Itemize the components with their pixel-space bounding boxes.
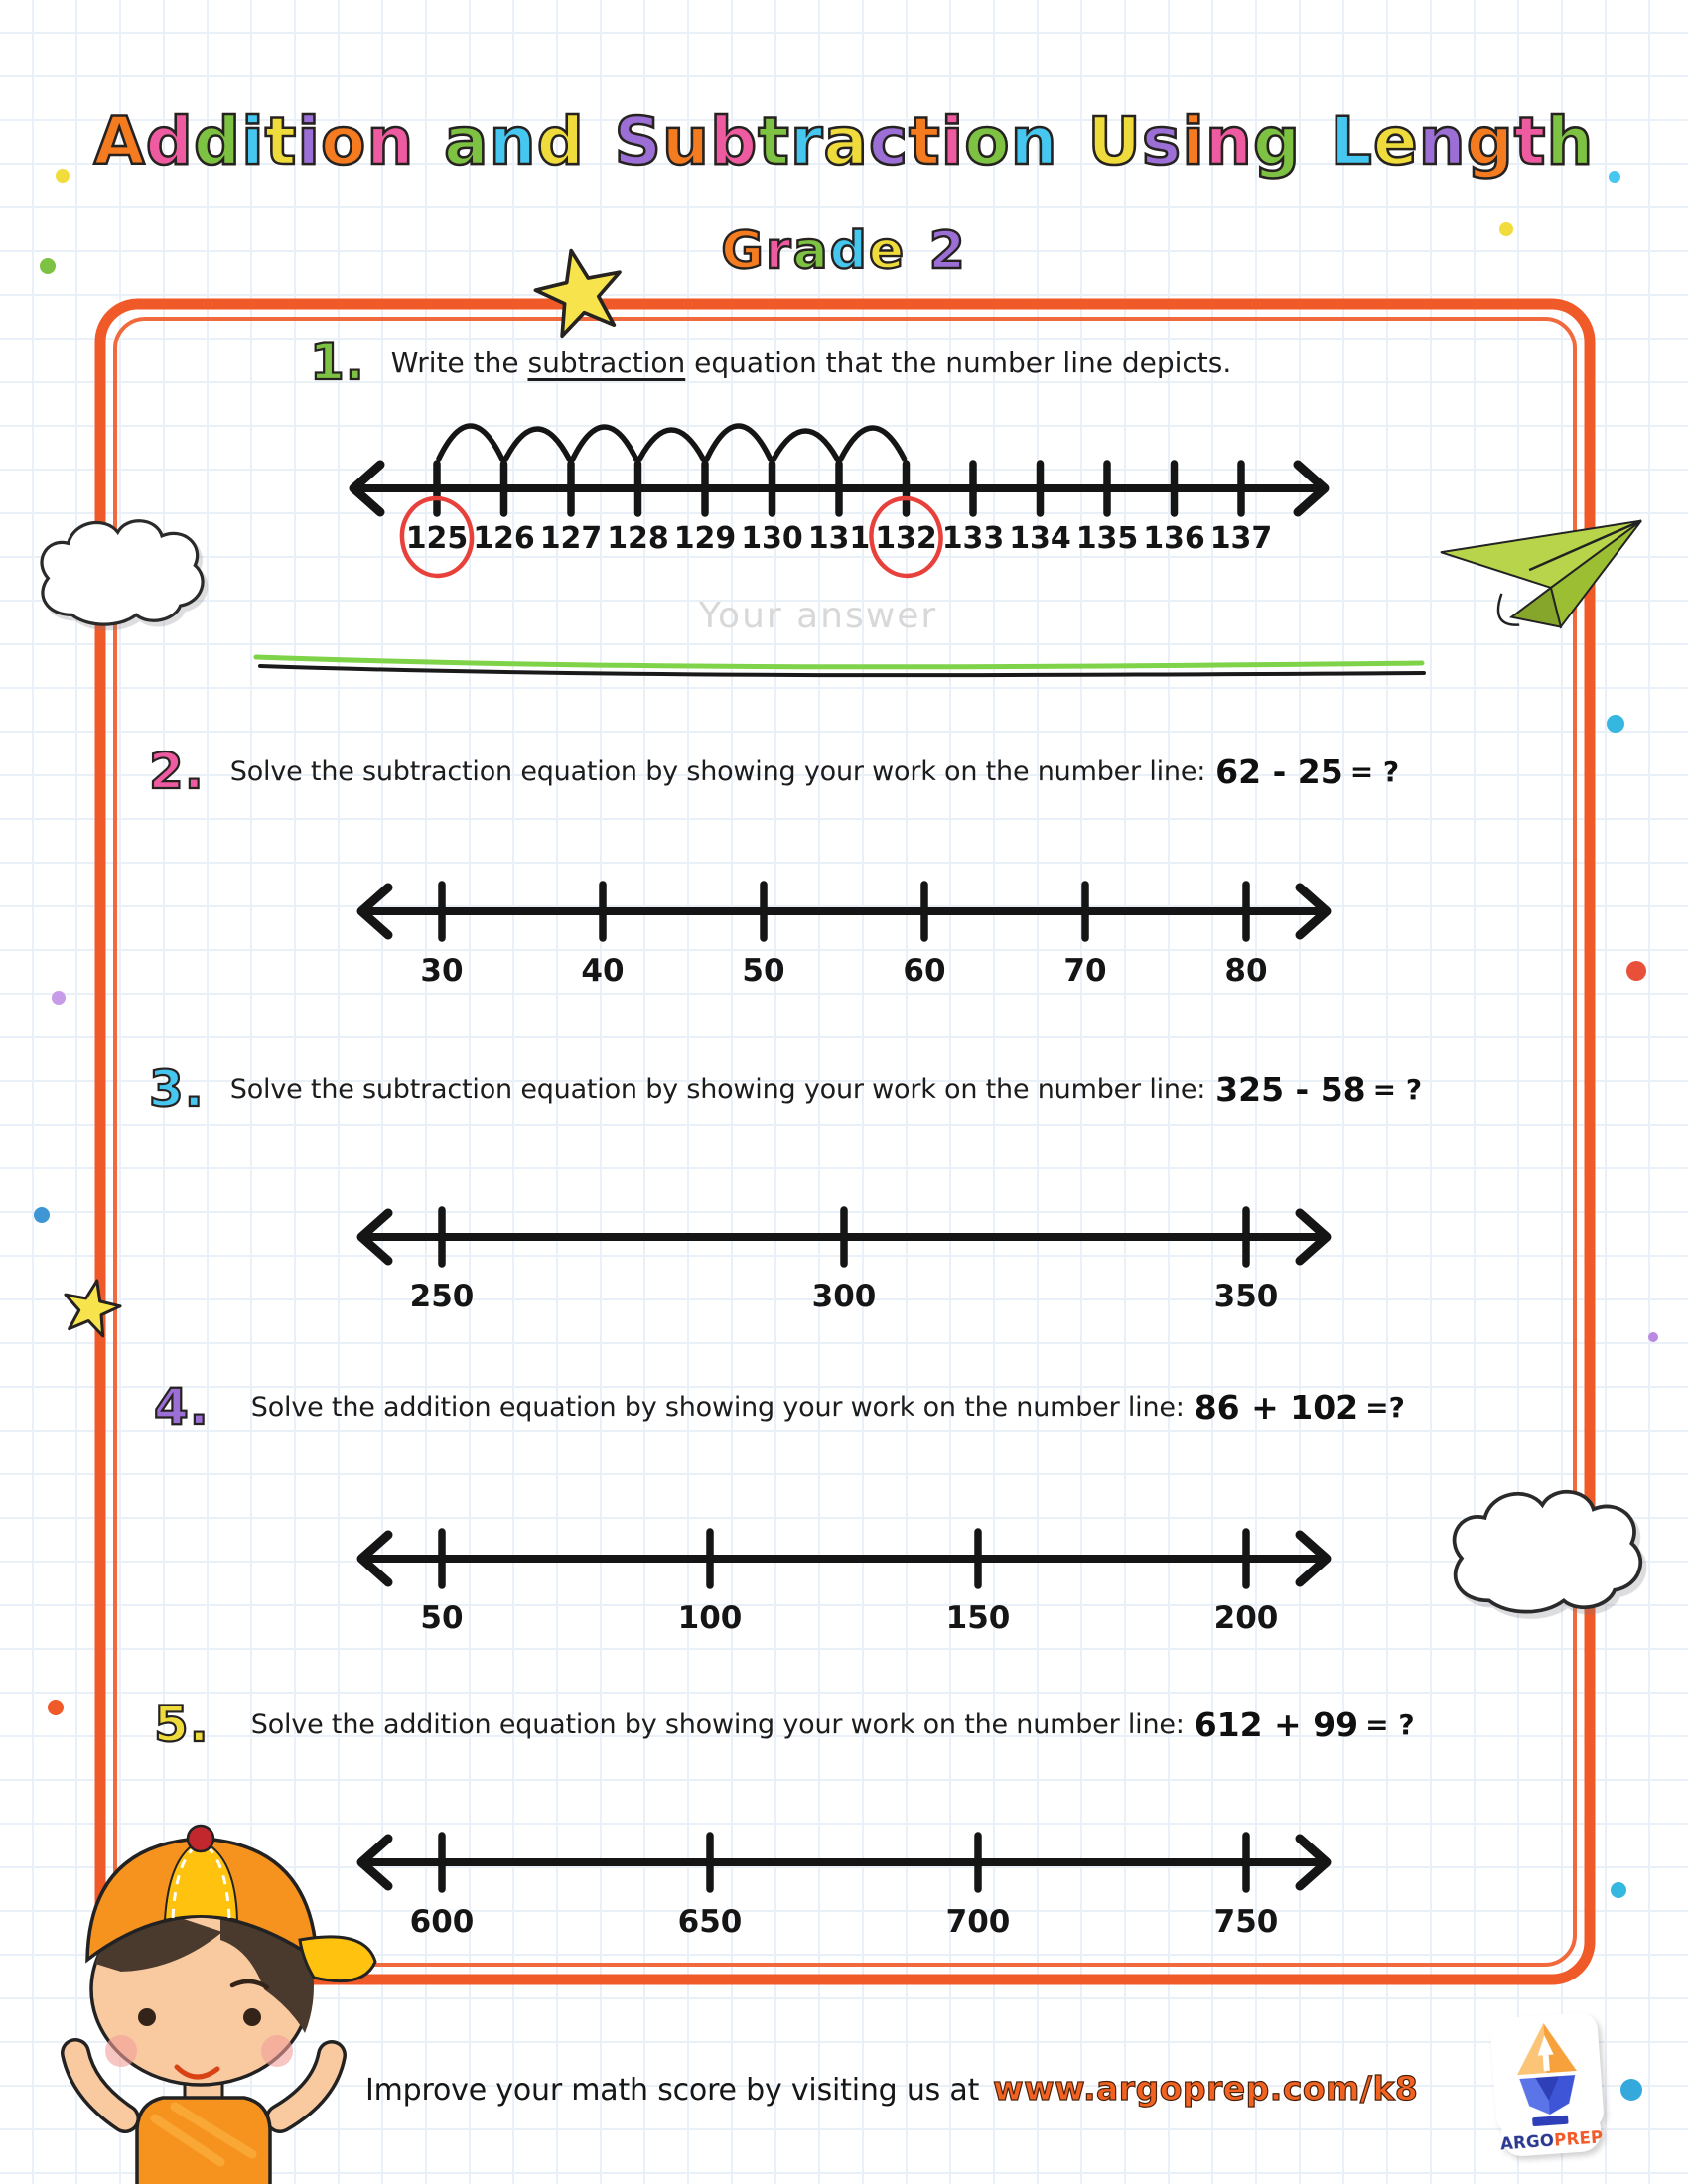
question-4-equation-tail: =?	[1365, 1390, 1405, 1424]
svg-text:60: 60	[903, 953, 946, 989]
decorative-dot	[40, 258, 56, 274]
question-5-equation-tail: = ?	[1365, 1707, 1415, 1741]
cloud-left	[28, 506, 211, 635]
svg-text:135: 135	[1075, 521, 1139, 556]
svg-text:129: 129	[673, 521, 737, 556]
svg-text:128: 128	[607, 521, 669, 556]
svg-text:134: 134	[1009, 521, 1071, 556]
page-title: Addition and Subtraction Using Length	[93, 103, 1595, 181]
star-left-icon	[56, 1271, 127, 1343]
question-4-equation: 86 + 102	[1194, 1387, 1359, 1427]
svg-text:30: 30	[420, 953, 464, 989]
decorative-dot	[1607, 715, 1624, 733]
question-4-number: 4.	[154, 1378, 210, 1435]
svg-text:127: 127	[539, 521, 603, 556]
svg-text:80: 80	[1224, 953, 1268, 989]
svg-text:126: 126	[473, 521, 535, 556]
question-3-row	[149, 1060, 1422, 1118]
decorative-dot	[1499, 222, 1513, 236]
decorative-dot	[34, 1207, 50, 1223]
question-1-number: 1.	[310, 334, 365, 391]
question-1-underlined-word: subtraction	[527, 345, 686, 379]
numberline-q5[interactable]	[348, 1811, 1340, 1949]
question-3-text: Solve the subtraction equation by showing your work on the number line:	[229, 1073, 1206, 1105]
svg-text:50: 50	[420, 1600, 464, 1636]
svg-text:250: 250	[409, 1279, 475, 1314]
question-2-equation: 62 - 25	[1215, 751, 1343, 791]
svg-text:650: 650	[677, 1904, 743, 1940]
svg-text:136: 136	[1143, 521, 1205, 556]
question-3-number: 3.	[149, 1060, 205, 1118]
svg-text:50: 50	[742, 953, 785, 989]
svg-text:137: 137	[1209, 521, 1273, 556]
argoprep-logo-icon	[1487, 2009, 1609, 2161]
answer-line[interactable]	[250, 647, 1432, 689]
question-5-row	[154, 1696, 1415, 1753]
svg-text:70: 70	[1063, 953, 1107, 989]
your-answer-placeholder[interactable]: Your answer	[698, 596, 938, 636]
svg-text:125: 125	[405, 521, 469, 556]
question-2-equation-tail: = ?	[1349, 754, 1400, 788]
svg-text:600: 600	[409, 1904, 475, 1940]
svg-text:700: 700	[945, 1904, 1011, 1940]
question-2-row	[149, 743, 1399, 800]
footer-text: Improve your math score by visiting us at	[365, 2073, 980, 2108]
footer-link[interactable]: www.argoprep.com/k8	[993, 2069, 1419, 2108]
question-1-text: Write the subtraction equation that the number line depicts.	[390, 345, 1232, 379]
numberline-q1[interactable]	[338, 389, 1340, 597]
question-5-number: 5.	[154, 1696, 210, 1753]
svg-text:300: 300	[811, 1279, 877, 1314]
svg-text:132: 132	[875, 521, 937, 556]
svg-text:750: 750	[1213, 1904, 1279, 1940]
numberline-q2[interactable]	[348, 860, 1340, 998]
decorative-dot	[1626, 961, 1646, 981]
kid-illustration	[26, 1799, 379, 2184]
question-2-number: 2.	[149, 743, 205, 800]
svg-text:150: 150	[945, 1600, 1011, 1636]
svg-text:200: 200	[1213, 1600, 1279, 1636]
argoprep-logo	[1487, 2009, 1609, 2165]
numberline-q3[interactable]	[348, 1185, 1340, 1323]
star-top-icon	[525, 235, 634, 347]
logo-argo-text: ARGO	[1499, 2130, 1555, 2154]
question-5-equation: 612 + 99	[1194, 1705, 1359, 1744]
svg-text:131: 131	[807, 521, 871, 556]
decorative-dot	[48, 1700, 64, 1715]
cloud-right	[1438, 1475, 1651, 1624]
question-3-equation: 325 - 58	[1215, 1069, 1366, 1109]
question-1-row	[310, 334, 1231, 391]
decorative-dot	[1620, 2079, 1642, 2101]
question-3-equation-tail: = ?	[1372, 1072, 1423, 1106]
decorative-dot	[52, 991, 66, 1005]
numberline-q4[interactable]	[348, 1507, 1340, 1645]
question-5-text: Solve the addition equation by showing your work on the number line:	[250, 1708, 1185, 1740]
svg-text:133: 133	[941, 521, 1005, 556]
grade-subtitle: Grade 2	[721, 221, 967, 282]
question-2-text: Solve the subtraction equation by showing your work on the number line:	[229, 755, 1206, 787]
question-4-text: Solve the addition equation by showing your work on the number line:	[250, 1391, 1185, 1423]
svg-text:350: 350	[1213, 1279, 1279, 1314]
question-4-row	[154, 1378, 1405, 1435]
decorative-dot	[1648, 1332, 1658, 1342]
logo-prep-text: PREP	[1553, 2127, 1605, 2150]
paper-airplane-icon	[1433, 508, 1649, 647]
svg-text:100: 100	[677, 1600, 743, 1636]
decorative-dot	[1609, 171, 1620, 183]
decorative-dot	[1611, 1882, 1626, 1898]
svg-text:40: 40	[581, 953, 625, 989]
footer	[365, 2069, 1418, 2108]
svg-text:130: 130	[741, 521, 803, 556]
decorative-dot	[56, 169, 70, 183]
